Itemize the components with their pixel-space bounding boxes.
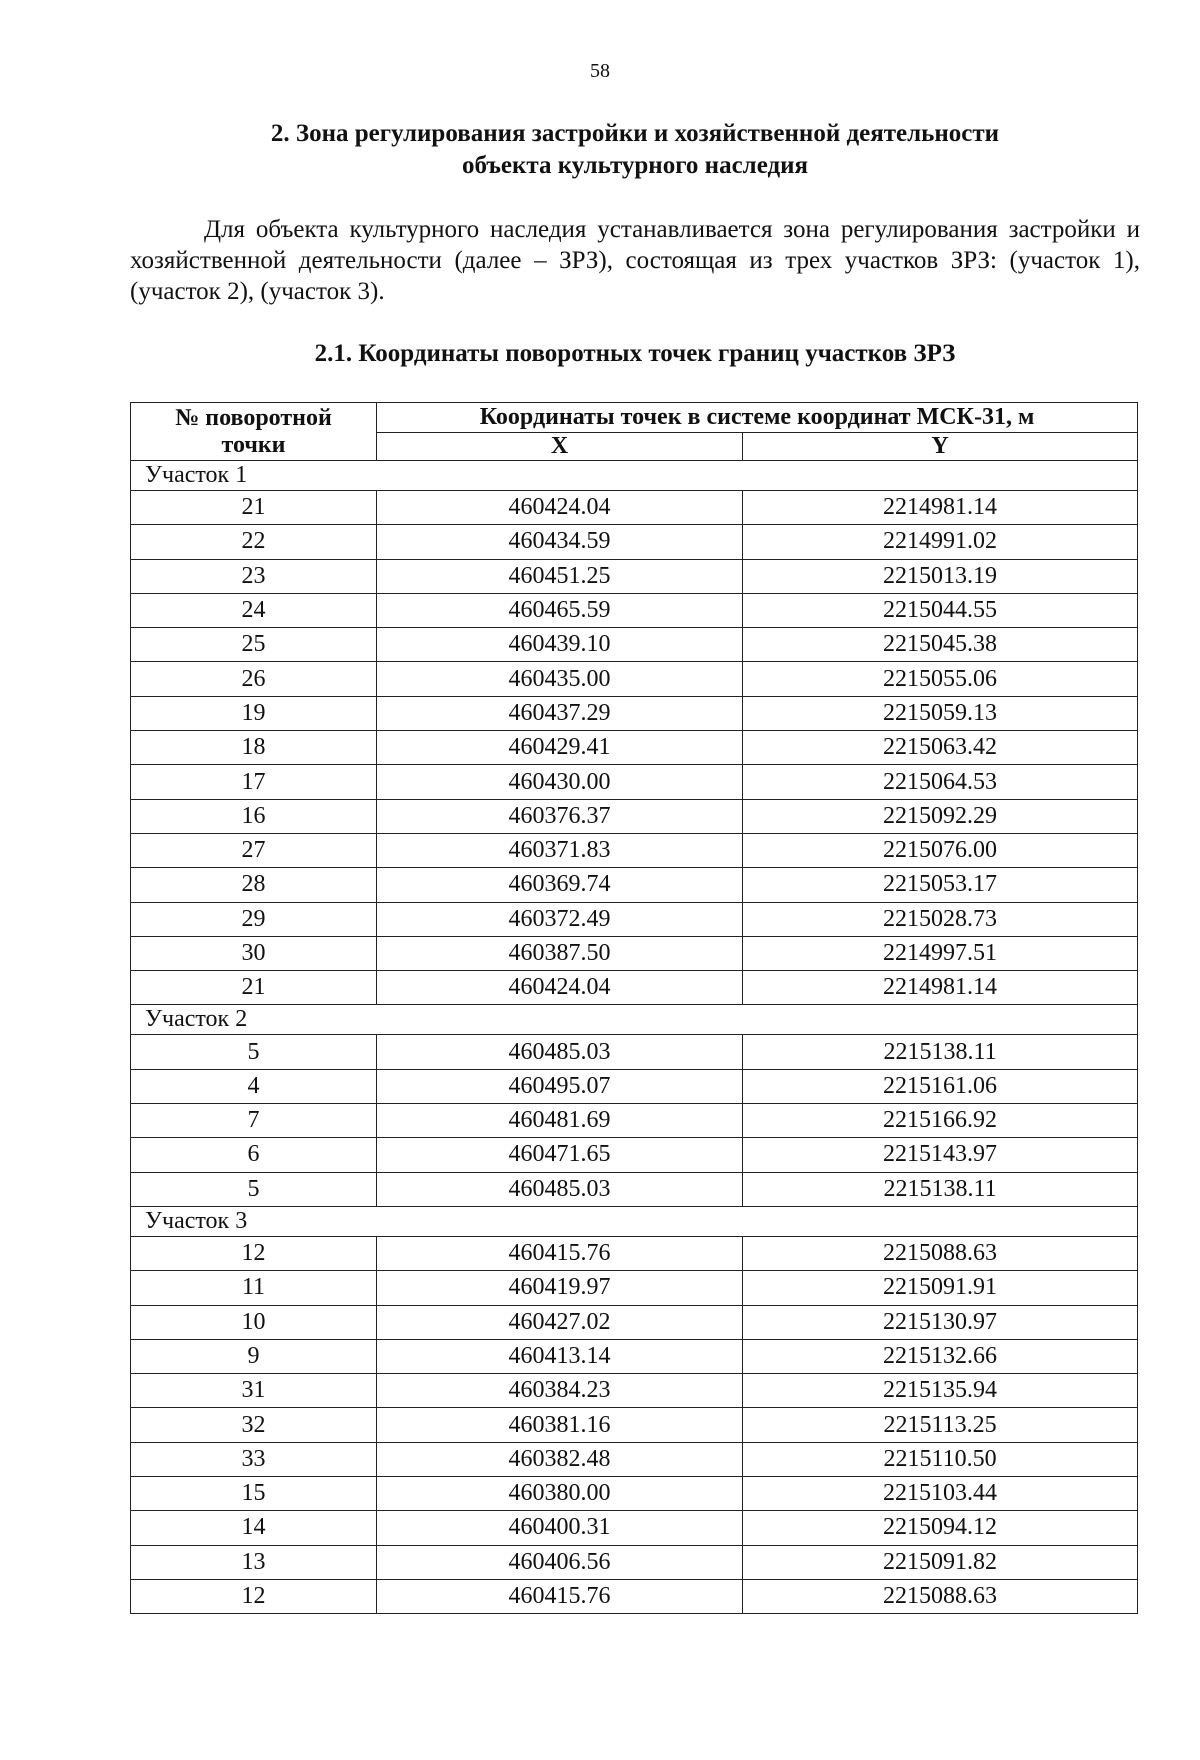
section-title-line2: объекта культурного наследия xyxy=(461,152,809,179)
y-coordinate-cell: 2215076.00 xyxy=(743,833,1138,867)
header-y: Y xyxy=(743,433,1138,461)
x-coordinate-cell: 460381.16 xyxy=(377,1408,743,1442)
table-row xyxy=(131,1477,1138,1511)
section-title-line1: 2. Зона регулирования застройки и хозяйственной деятельности xyxy=(270,120,1000,147)
y-coordinate-cell: 2215132.66 xyxy=(743,1339,1138,1373)
y-coordinate-cell: 2214981.14 xyxy=(743,971,1138,1005)
point-number-cell: 24 xyxy=(131,593,377,627)
y-coordinate-cell: 2215064.53 xyxy=(743,765,1138,799)
point-number-cell: 22 xyxy=(131,525,377,559)
x-coordinate-cell: 460371.83 xyxy=(377,833,743,867)
table-row xyxy=(131,731,1138,765)
point-number-cell: 16 xyxy=(131,799,377,833)
point-number-cell: 13 xyxy=(131,1545,377,1579)
table-row xyxy=(131,1339,1138,1373)
point-number-cell: 6 xyxy=(131,1138,377,1172)
point-number-cell: 19 xyxy=(131,696,377,730)
table-row xyxy=(131,525,1138,559)
y-coordinate-cell: 2215013.19 xyxy=(743,559,1138,593)
table-row xyxy=(131,799,1138,833)
group-label: Участок 2 xyxy=(131,1005,1138,1035)
y-coordinate-cell: 2215138.11 xyxy=(743,1172,1138,1206)
x-coordinate-cell: 460495.07 xyxy=(377,1069,743,1103)
table-row xyxy=(131,662,1138,696)
table-row xyxy=(131,1138,1138,1172)
y-coordinate-cell: 2214991.02 xyxy=(743,525,1138,559)
x-coordinate-cell: 460427.02 xyxy=(377,1305,743,1339)
point-number-cell: 12 xyxy=(131,1236,377,1270)
table-row xyxy=(131,868,1138,902)
coordinates-table xyxy=(130,402,1138,1614)
y-coordinate-cell: 2214997.51 xyxy=(743,936,1138,970)
y-coordinate-cell: 2215028.73 xyxy=(743,902,1138,936)
point-number-cell: 21 xyxy=(131,971,377,1005)
table-row xyxy=(131,593,1138,627)
point-number-cell: 7 xyxy=(131,1104,377,1138)
y-coordinate-cell: 2215138.11 xyxy=(743,1035,1138,1069)
y-coordinate-cell: 2215045.38 xyxy=(743,628,1138,662)
table-row xyxy=(131,902,1138,936)
point-number-cell: 23 xyxy=(131,559,377,593)
x-coordinate-cell: 460380.00 xyxy=(377,1477,743,1511)
x-coordinate-cell: 460429.41 xyxy=(377,731,743,765)
point-number-cell: 10 xyxy=(131,1305,377,1339)
group-label: Участок 1 xyxy=(131,461,1138,491)
point-number-cell: 5 xyxy=(131,1172,377,1206)
point-number-cell: 11 xyxy=(131,1271,377,1305)
point-number-cell: 33 xyxy=(131,1442,377,1476)
y-coordinate-cell: 2215088.63 xyxy=(743,1236,1138,1270)
y-coordinate-cell: 2215091.91 xyxy=(743,1271,1138,1305)
table-row xyxy=(131,1236,1138,1270)
table-row xyxy=(131,1271,1138,1305)
x-coordinate-cell: 460382.48 xyxy=(377,1442,743,1476)
table-row xyxy=(131,1579,1138,1613)
y-coordinate-cell: 2215055.06 xyxy=(743,662,1138,696)
x-coordinate-cell: 460415.76 xyxy=(377,1579,743,1613)
y-coordinate-cell: 2215059.13 xyxy=(743,696,1138,730)
y-coordinate-cell: 2215103.44 xyxy=(743,1477,1138,1511)
table-row xyxy=(131,1442,1138,1476)
page-number: 58 xyxy=(590,60,610,82)
y-coordinate-cell: 2215091.82 xyxy=(743,1545,1138,1579)
header-point-line1: № поворотной xyxy=(175,404,332,431)
point-number-cell: 18 xyxy=(131,731,377,765)
table-row xyxy=(131,1305,1138,1339)
x-coordinate-cell: 460415.76 xyxy=(377,1236,743,1270)
point-number-cell: 31 xyxy=(131,1374,377,1408)
point-number-cell: 26 xyxy=(131,662,377,696)
table-body xyxy=(131,461,1138,1614)
y-coordinate-cell: 2215088.63 xyxy=(743,1579,1138,1613)
x-coordinate-cell: 460413.14 xyxy=(377,1339,743,1373)
point-number-cell: 15 xyxy=(131,1477,377,1511)
x-coordinate-cell: 460485.03 xyxy=(377,1172,743,1206)
point-number-cell: 28 xyxy=(131,868,377,902)
table-row xyxy=(131,1035,1138,1069)
group-row xyxy=(131,1206,1138,1236)
x-coordinate-cell: 460384.23 xyxy=(377,1374,743,1408)
x-coordinate-cell: 460485.03 xyxy=(377,1035,743,1069)
group-label: Участок 3 xyxy=(131,1206,1138,1236)
point-number-cell: 29 xyxy=(131,902,377,936)
y-coordinate-cell: 2215135.94 xyxy=(743,1374,1138,1408)
point-number-cell: 21 xyxy=(131,491,377,525)
x-coordinate-cell: 460376.37 xyxy=(377,799,743,833)
y-coordinate-cell: 2215063.42 xyxy=(743,731,1138,765)
point-number-cell: 17 xyxy=(131,765,377,799)
table-header-row xyxy=(131,403,1138,433)
table-row xyxy=(131,696,1138,730)
x-coordinate-cell: 460372.49 xyxy=(377,902,743,936)
point-number-cell: 25 xyxy=(131,628,377,662)
x-coordinate-cell: 460369.74 xyxy=(377,868,743,902)
group-row xyxy=(131,1005,1138,1035)
table-row xyxy=(131,628,1138,662)
x-coordinate-cell: 460435.00 xyxy=(377,662,743,696)
point-number-cell: 9 xyxy=(131,1339,377,1373)
intro-paragraph: Для объекта культурного наследия устанавливается зона регулирования застройки и хозяйственной деятельности (далее – ЗРЗ), состоящая из трех участков ЗРЗ: (участок 1), (участок 2), (участок 3). xyxy=(130,216,1140,305)
subsection-title: 2.1. Координаты поворотных точек границ участков ЗРЗ xyxy=(314,340,956,367)
table-row xyxy=(131,1545,1138,1579)
header-point xyxy=(131,403,377,461)
table-row xyxy=(131,559,1138,593)
point-number-cell: 27 xyxy=(131,833,377,867)
table-row xyxy=(131,1172,1138,1206)
x-coordinate-cell: 460424.04 xyxy=(377,491,743,525)
point-number-cell: 32 xyxy=(131,1408,377,1442)
table-row xyxy=(131,1069,1138,1103)
y-coordinate-cell: 2215044.55 xyxy=(743,593,1138,627)
y-coordinate-cell: 2215130.97 xyxy=(743,1305,1138,1339)
header-point-line2: точки xyxy=(221,431,286,458)
table-row xyxy=(131,1374,1138,1408)
y-coordinate-cell: 2215110.50 xyxy=(743,1442,1138,1476)
y-coordinate-cell: 2215161.06 xyxy=(743,1069,1138,1103)
point-number-cell: 4 xyxy=(131,1069,377,1103)
x-coordinate-cell: 460387.50 xyxy=(377,936,743,970)
point-number-cell: 5 xyxy=(131,1035,377,1069)
y-coordinate-cell: 2215092.29 xyxy=(743,799,1138,833)
y-coordinate-cell: 2215094.12 xyxy=(743,1511,1138,1545)
x-coordinate-cell: 460465.59 xyxy=(377,593,743,627)
group-row xyxy=(131,461,1138,491)
table-row xyxy=(131,1104,1138,1138)
table-row xyxy=(131,936,1138,970)
x-coordinate-cell: 460471.65 xyxy=(377,1138,743,1172)
x-coordinate-cell: 460439.10 xyxy=(377,628,743,662)
header-coordinates: Координаты точек в системе координат МСК-31, м xyxy=(377,403,1138,433)
y-coordinate-cell: 2215166.92 xyxy=(743,1104,1138,1138)
x-coordinate-cell: 460424.04 xyxy=(377,971,743,1005)
y-coordinate-cell: 2215053.17 xyxy=(743,868,1138,902)
table-row xyxy=(131,833,1138,867)
y-coordinate-cell: 2215143.97 xyxy=(743,1138,1138,1172)
section-title xyxy=(130,118,1140,182)
x-coordinate-cell: 460400.31 xyxy=(377,1511,743,1545)
x-coordinate-cell: 460406.56 xyxy=(377,1545,743,1579)
y-coordinate-cell: 2214981.14 xyxy=(743,491,1138,525)
y-coordinate-cell: 2215113.25 xyxy=(743,1408,1138,1442)
x-coordinate-cell: 460419.97 xyxy=(377,1271,743,1305)
x-coordinate-cell: 460437.29 xyxy=(377,696,743,730)
header-x: X xyxy=(377,433,743,461)
x-coordinate-cell: 460481.69 xyxy=(377,1104,743,1138)
x-coordinate-cell: 460430.00 xyxy=(377,765,743,799)
table-row xyxy=(131,491,1138,525)
table-row xyxy=(131,1408,1138,1442)
point-number-cell: 12 xyxy=(131,1579,377,1613)
x-coordinate-cell: 460434.59 xyxy=(377,525,743,559)
point-number-cell: 30 xyxy=(131,936,377,970)
table-row xyxy=(131,765,1138,799)
table-row xyxy=(131,971,1138,1005)
x-coordinate-cell: 460451.25 xyxy=(377,559,743,593)
table-row xyxy=(131,1511,1138,1545)
point-number-cell: 14 xyxy=(131,1511,377,1545)
